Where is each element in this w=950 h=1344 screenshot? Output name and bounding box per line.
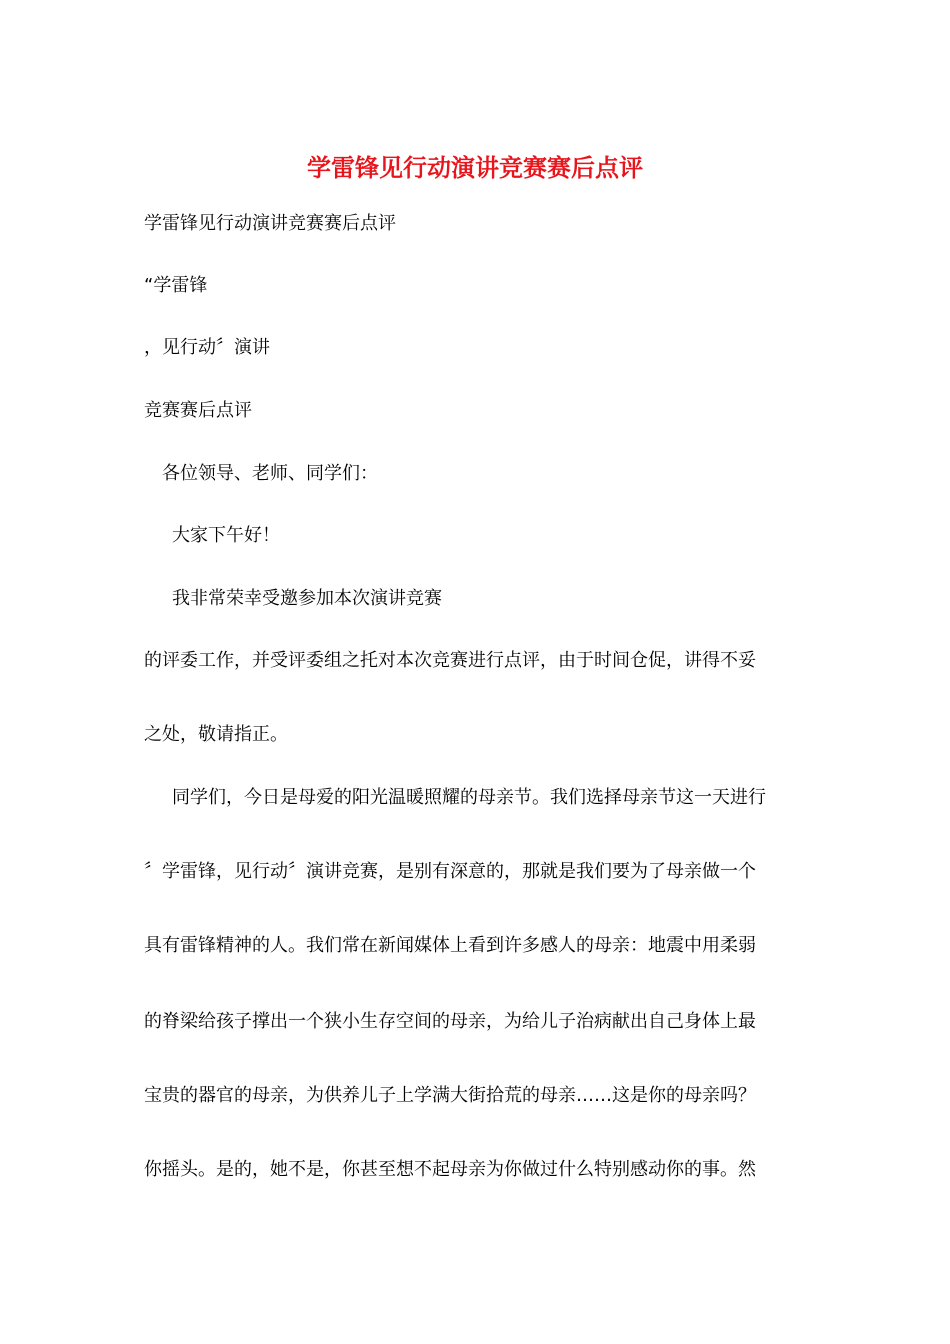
text-line: 各位领导、老师、同学们： [162,463,378,484]
text-line: ，见行动〞演讲 [144,337,270,358]
text-line: “学雷锋 [144,275,208,296]
text-line: 大家下午好！ [172,525,280,546]
text-line: 宝贵的器官的母亲，为供养儿子上学满大街拾荒的母亲……这是你的母亲吗？ [144,1085,756,1106]
text-line: 的脊梁给孩子撑出一个狭小生存空间的母亲，为给儿子治病献出自己身体上最 [144,1011,756,1032]
text-line: 同学们，今日是母爱的阳光温暖照耀的母亲节。我们选择母亲节这一天进行 [172,787,766,808]
text-line: 学雷锋见行动演讲竞赛赛后点评 [144,213,396,234]
document-title: 学雷锋见行动演讲竞赛赛后点评 [307,153,643,182]
text-line: 具有雷锋精神的人。我们常在新闻媒体上看到许多感人的母亲：地震中用柔弱 [144,935,756,956]
text-line: 的评委工作，并受评委组之托对本次竞赛进行点评，由于时间仓促，讲得不妥 [144,650,756,671]
text-line: 我非常荣幸受邀参加本次演讲竞赛 [172,588,442,609]
text-line: 之处，敬请指正。 [144,724,288,745]
text-line: 〞学雷锋，见行动〞演讲竞赛，是别有深意的，那就是我们要为了母亲做一个 [144,861,756,882]
text-line: 竞赛赛后点评 [144,400,252,421]
text-line: 你摇头。是的，她不是，你甚至想不起母亲为你做过什么特别感动你的事。然 [144,1159,756,1180]
